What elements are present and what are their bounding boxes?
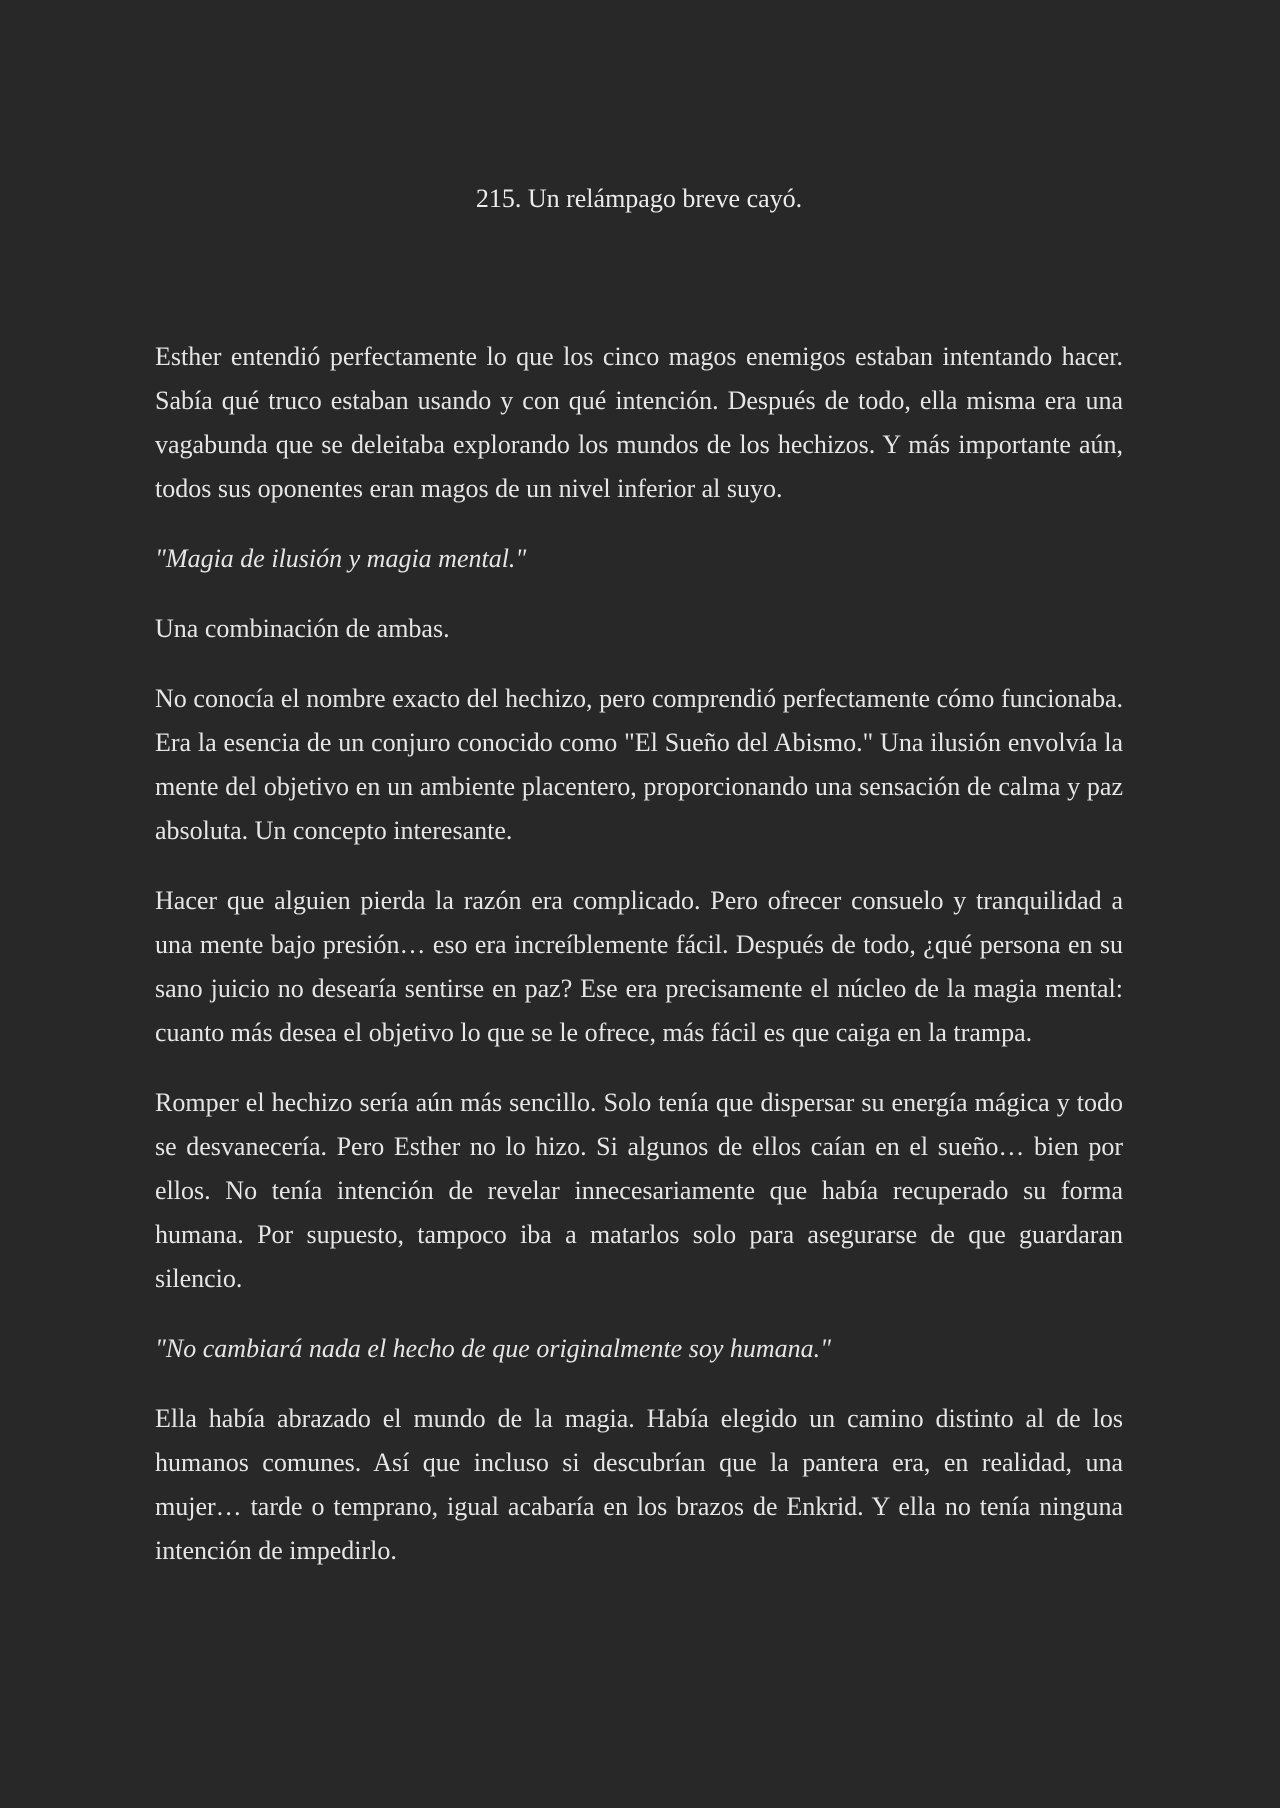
paragraph: Romper el hechizo sería aún más sencillo. Solo tenía que dispersar su energía mágica y todo se desvanecería. Pero Esther no lo hizo. Si algunos de ellos caían en el sueño… bien por ellos. No tenía intención de revelar innecesariamente que había recuperado su forma humana. Por supuesto, tampoco iba a matarlos solo para asegurarse de que guardaran silencio. — [155, 1088, 1123, 1293]
paragraph: Esther entendió perfectamente lo que los cinco magos enemigos estaban intentando hacer. Sabía qué truco estaban usando y con qué intención. Después de todo, ella misma era una vagabunda que se deleitaba explorando los mundos de los hechizos. Y más importante aún, todos sus oponentes eran magos de un nivel inferior al suyo. — [155, 342, 1123, 503]
thought-paragraph: "Magia de ilusión y magia mental." — [155, 544, 527, 573]
chapter-title: 215. Un relámpago breve cayó. — [475, 184, 803, 213]
thought-paragraph: "No cambiará nada el hecho de que originalmente soy humana." — [155, 1334, 832, 1363]
chapter-body — [155, 335, 1123, 1599]
paragraph: No conocía el nombre exacto del hechizo, pero comprendió perfectamente cómo funcionaba. Era la esencia de un conjuro conocido como "El Sueño del Abismo." Una ilusión envolvía la mente del objetivo en un ambiente placentero, proporcionando una sensación de calma y paz absoluta. Un concepto interesante. — [155, 684, 1123, 845]
paragraph: Ella había abrazado el mundo de la magia. Había elegido un camino distinto al de los humanos comunes. Así que incluso si descubrían que la pantera era, en realidad, una mujer… tarde o temprano, igual acabaría en los brazos de Enkrid. Y ella no tenía ninguna intención de impedirlo. — [155, 1404, 1123, 1565]
paragraph: Hacer que alguien pierda la razón era complicado. Pero ofrecer consuelo y tranquilidad a una mente bajo presión… eso era increíblemente fácil. Después de todo, ¿qué persona en su sano juicio no desearía sentirse en paz? Ese era precisamente el núcleo de la magia mental: cuanto más desea el objetivo lo que se le ofrece, más fácil es que caiga en la trampa. — [155, 886, 1123, 1047]
paragraph: Una combinación de ambas. — [155, 614, 450, 643]
